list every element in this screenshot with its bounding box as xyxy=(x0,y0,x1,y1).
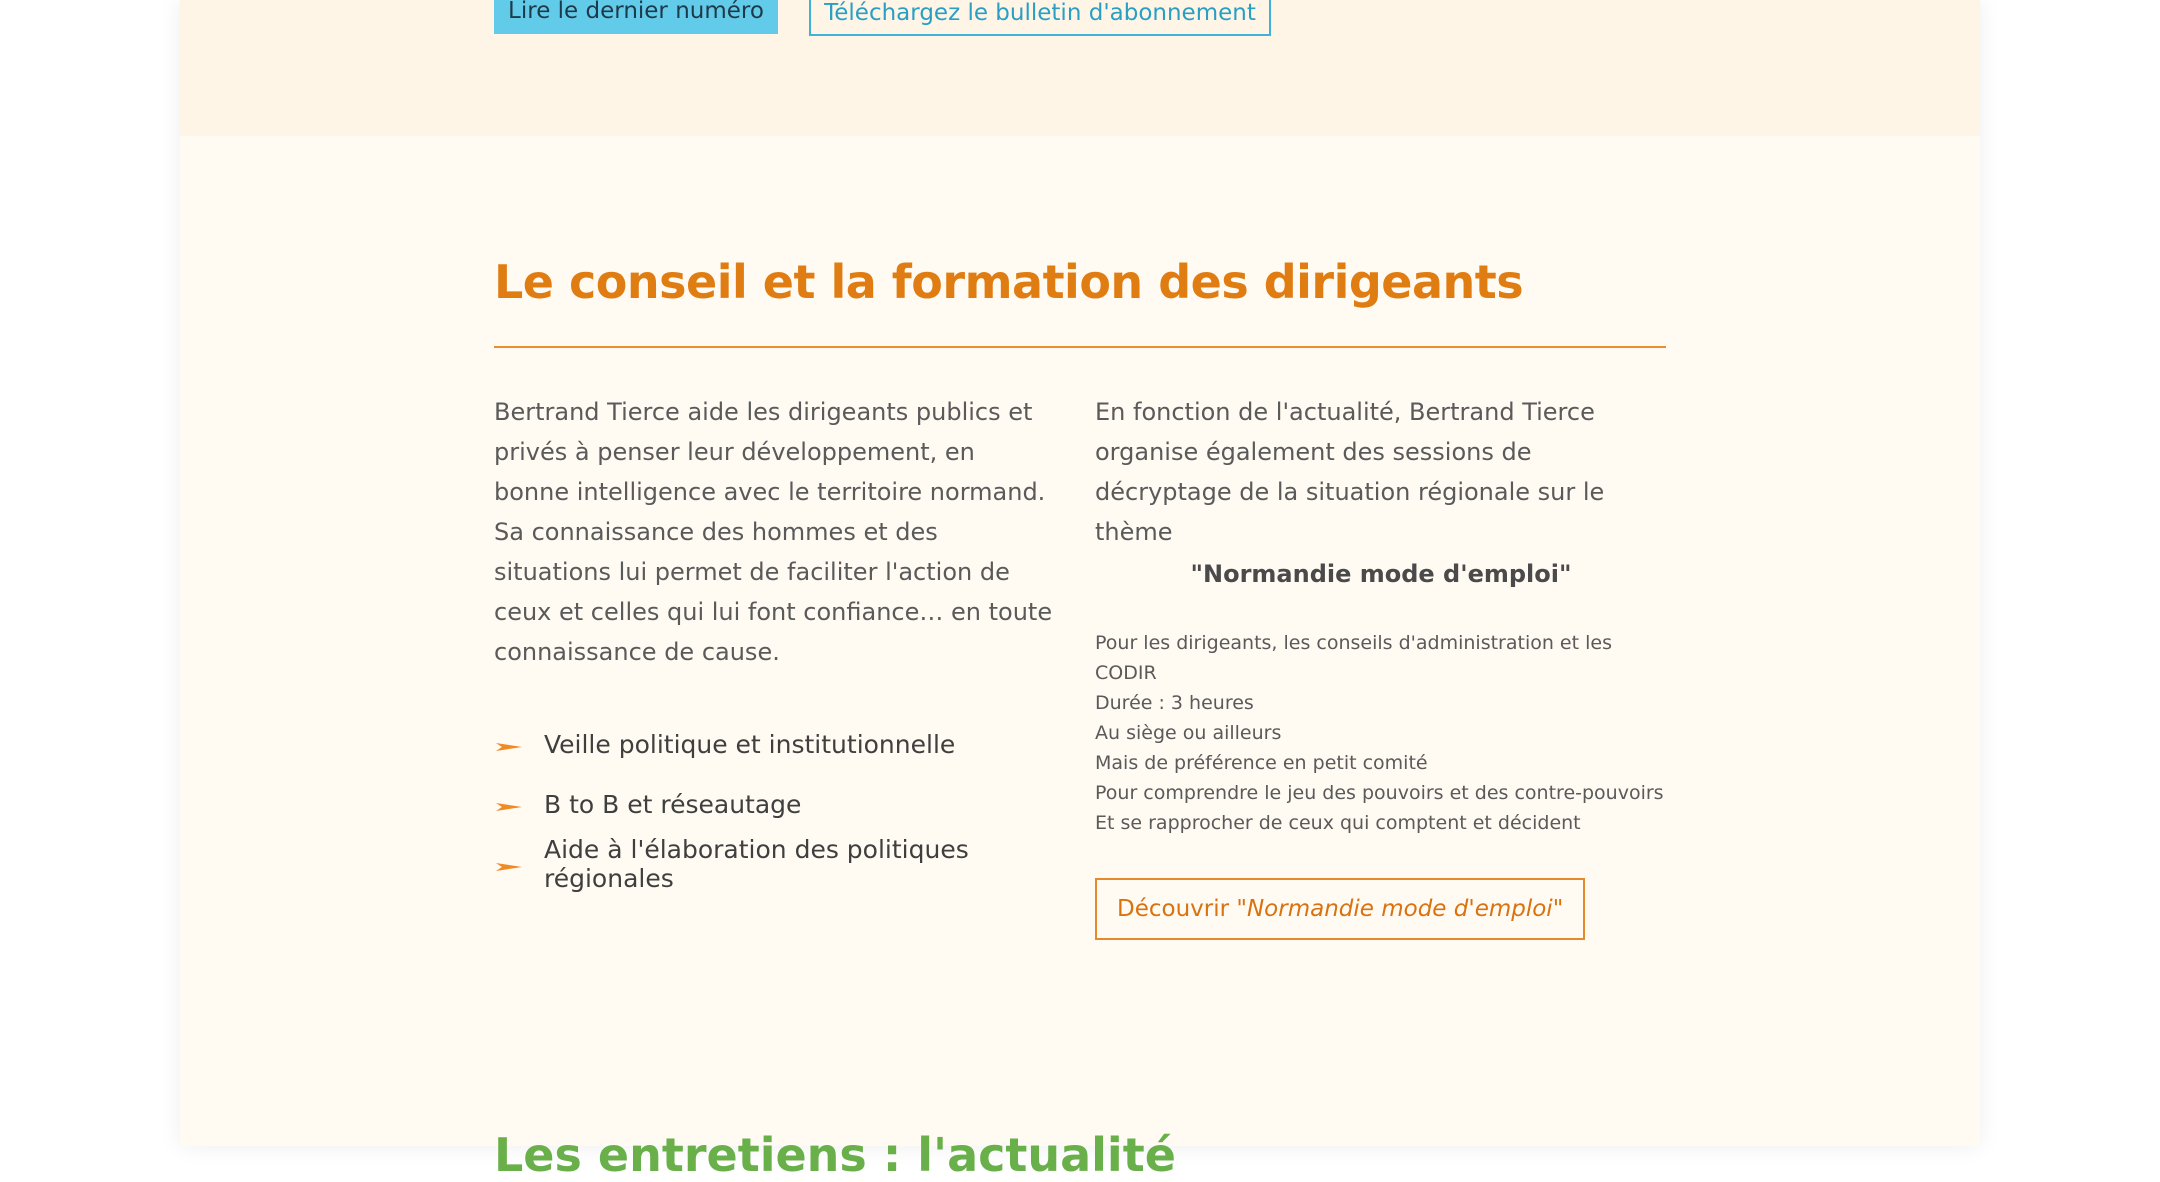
arrow-right-icon xyxy=(494,734,544,754)
next-section-title: Les entretiens : l'actualité xyxy=(494,1128,1176,1182)
list-item: Pour comprendre le jeu des pouvoirs et des contre-pouvoirs xyxy=(1095,782,1664,804)
list-item: Et se rapprocher de ceux qui comptent et décident xyxy=(1095,812,1581,834)
right-column xyxy=(1095,392,1675,940)
cta-prefix: Découvrir xyxy=(1117,896,1237,922)
left-column xyxy=(494,392,1054,894)
read-latest-issue-button[interactable]: Lire le dernier numéro xyxy=(494,0,778,34)
download-subscription-form-button[interactable]: Téléchargez le bulletin d'abonnement xyxy=(809,0,1271,36)
arrow-right-icon xyxy=(494,794,544,814)
section-divider xyxy=(494,346,1666,348)
right-intro-text: En fonction de l'actualité, Bertrand Tierce organise également des sessions de décryptage de la situation régionale sur le thème xyxy=(1095,398,1605,546)
list-item xyxy=(494,774,1054,834)
list-item xyxy=(494,834,1054,894)
list-item xyxy=(494,714,1054,774)
left-intro-text: Bertrand Tierce aide les dirigeants publics et privés à penser leur développement, en bonne intelligence avec le territoire normand. Sa connaissance des hommes et des situations lui permet de faciliter l'action de ceux et celles qui lui font confiance… en toute connaissance de cause. xyxy=(494,398,1053,666)
list-item: Pour les dirigeants, les conseils d'administration et les CODIR xyxy=(1095,632,1612,684)
services-list xyxy=(494,714,1054,894)
list-item: Au siège ou ailleurs xyxy=(1095,722,1282,744)
section-title: Le conseil et la formation des dirigeants xyxy=(494,255,1524,309)
session-details-list xyxy=(1095,628,1675,838)
theme-highlight: "Normandie mode d'emploi" xyxy=(1190,560,1572,588)
subscription-band xyxy=(180,0,1980,136)
page-container xyxy=(180,0,1980,1182)
cta-emphasis: "Normandie mode d'emploi" xyxy=(1236,896,1564,922)
list-item-label: B to B et réseautage xyxy=(544,789,802,819)
discover-normandie-button[interactable] xyxy=(1095,878,1585,940)
list-item: Durée : 3 heures xyxy=(1095,692,1254,714)
list-item: Mais de préférence en petit comité xyxy=(1095,752,1428,774)
list-item-label: Veille politique et institutionnelle xyxy=(544,729,956,759)
arrow-right-icon xyxy=(494,854,544,874)
list-item-label: Aide à l'élaboration des politiques régionales xyxy=(544,835,969,893)
